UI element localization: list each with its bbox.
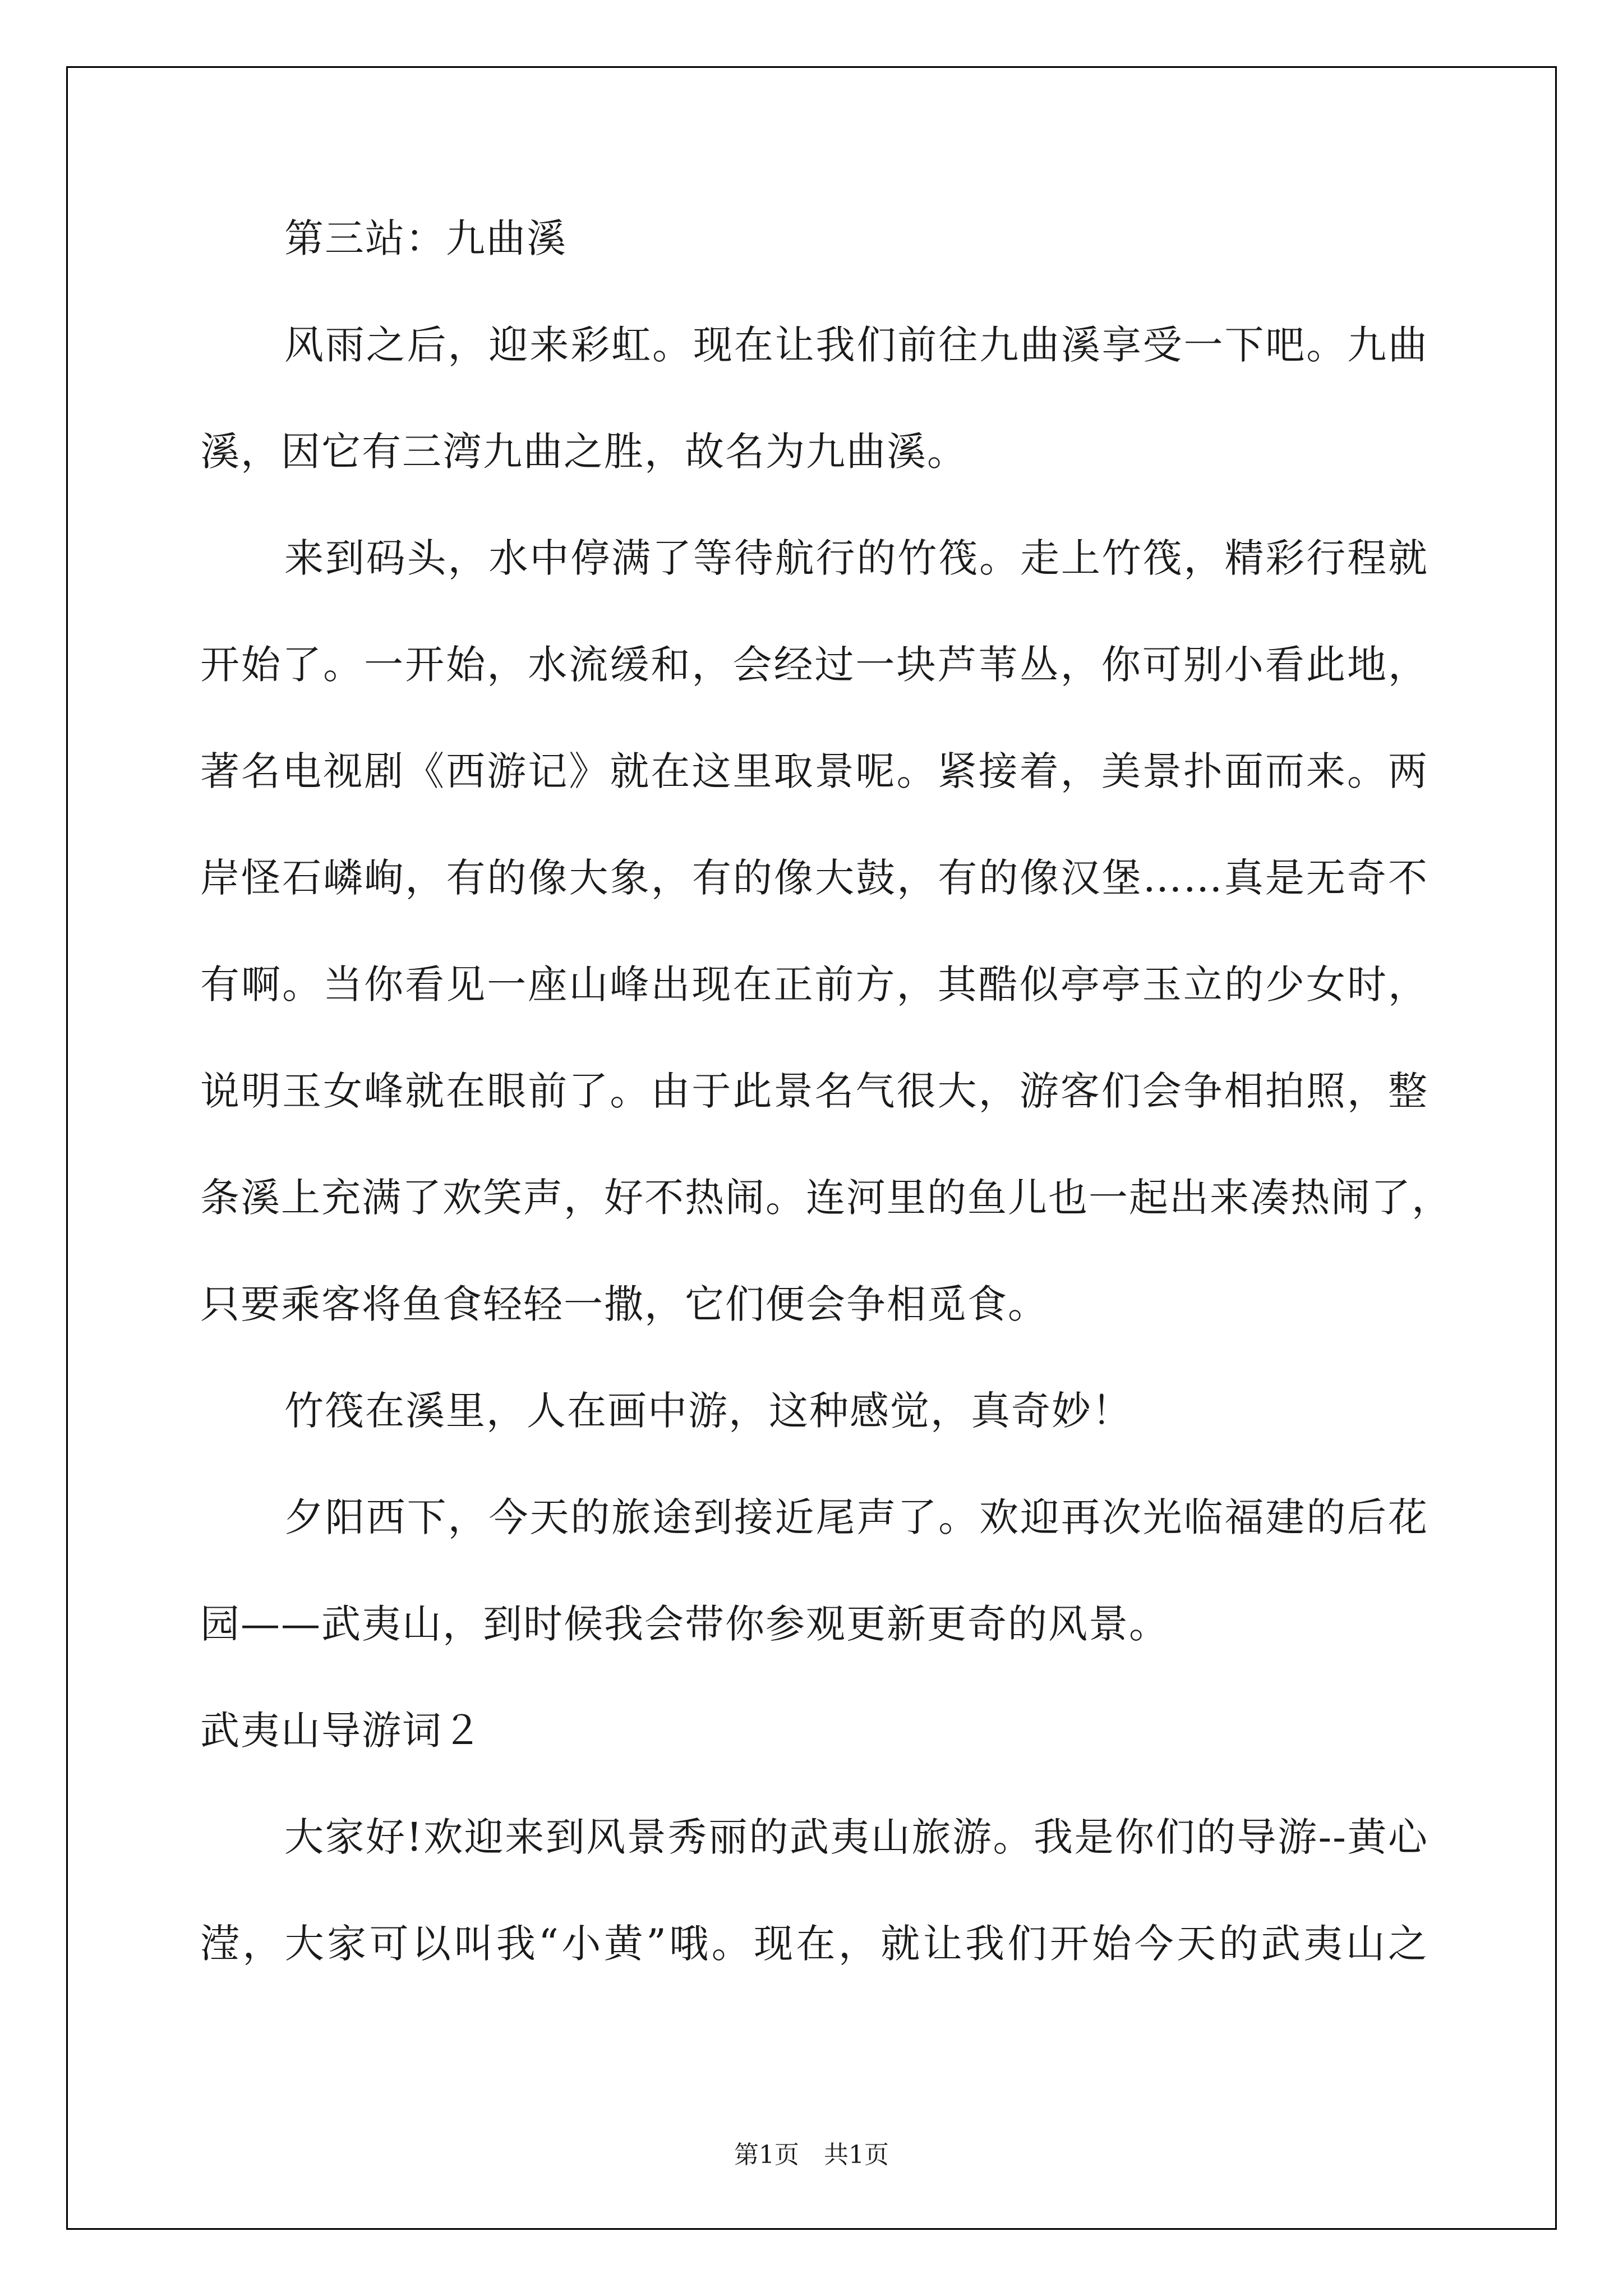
text-line: 开始了。一开始，水流缓和，会经过一块芦苇丛，你可别小看此地， <box>200 642 1428 688</box>
page-frame <box>66 66 1557 2230</box>
text-line: 著名电视剧《西游记》就在这里取景呢。紧接着，美景扑面而来。两 <box>200 748 1428 794</box>
text-line: 溪，因它有三湾九曲之胜，故名为九曲溪。 <box>200 429 967 475</box>
text-line: 条溪上充满了欢笑声，好不热闹。连河里的鱼儿也一起出来凑热闹了， <box>200 1175 1452 1221</box>
article-title: 武夷山导游词２ <box>200 1708 483 1754</box>
text-line: 岸怪石嶙峋，有的像大象，有的像大鼓，有的像汉堡……真是无奇不 <box>200 855 1428 901</box>
text-line: 滢，大家可以叫我“小黄”哦。现在，就让我们开始今天的武夷山之 <box>200 1921 1428 1967</box>
text-line: 说明玉女峰就在眼前了。由于此景名气很大，游客们会争相拍照，整 <box>200 1068 1428 1114</box>
text-line: 风雨之后，迎来彩虹。现在让我们前往九曲溪享受一下吧。九曲 <box>284 322 1428 368</box>
text-line: 夕阳西下，今天的旅途到接近尾声了。欢迎再次光临福建的后花 <box>284 1494 1428 1540</box>
text-line: 有啊。当你看见一座山峰出现在正前方，其酷似亭亭玉立的少女时， <box>200 961 1428 1007</box>
text-line: 来到码头，水中停满了等待航行的竹筏。走上竹筏，精彩行程就 <box>284 535 1428 581</box>
text-line: 竹筏在溪里，人在画中游，这种感觉，真奇妙！ <box>284 1388 1132 1434</box>
section-heading: 第三站：九曲溪 <box>284 215 567 261</box>
text-line: 大家好!欢迎来到风景秀丽的武夷山旅游。我是你们的导游--黄心 <box>284 1814 1428 1860</box>
text-line: 只要乘客将鱼食轻轻一撒，它们便会争相觅食。 <box>200 1281 1048 1327</box>
page-number-footer: 第1页 共1页 <box>734 2141 889 2169</box>
text-line: 园——武夷山，到时候我会带你参观更新更奇的风景。 <box>200 1601 1169 1647</box>
